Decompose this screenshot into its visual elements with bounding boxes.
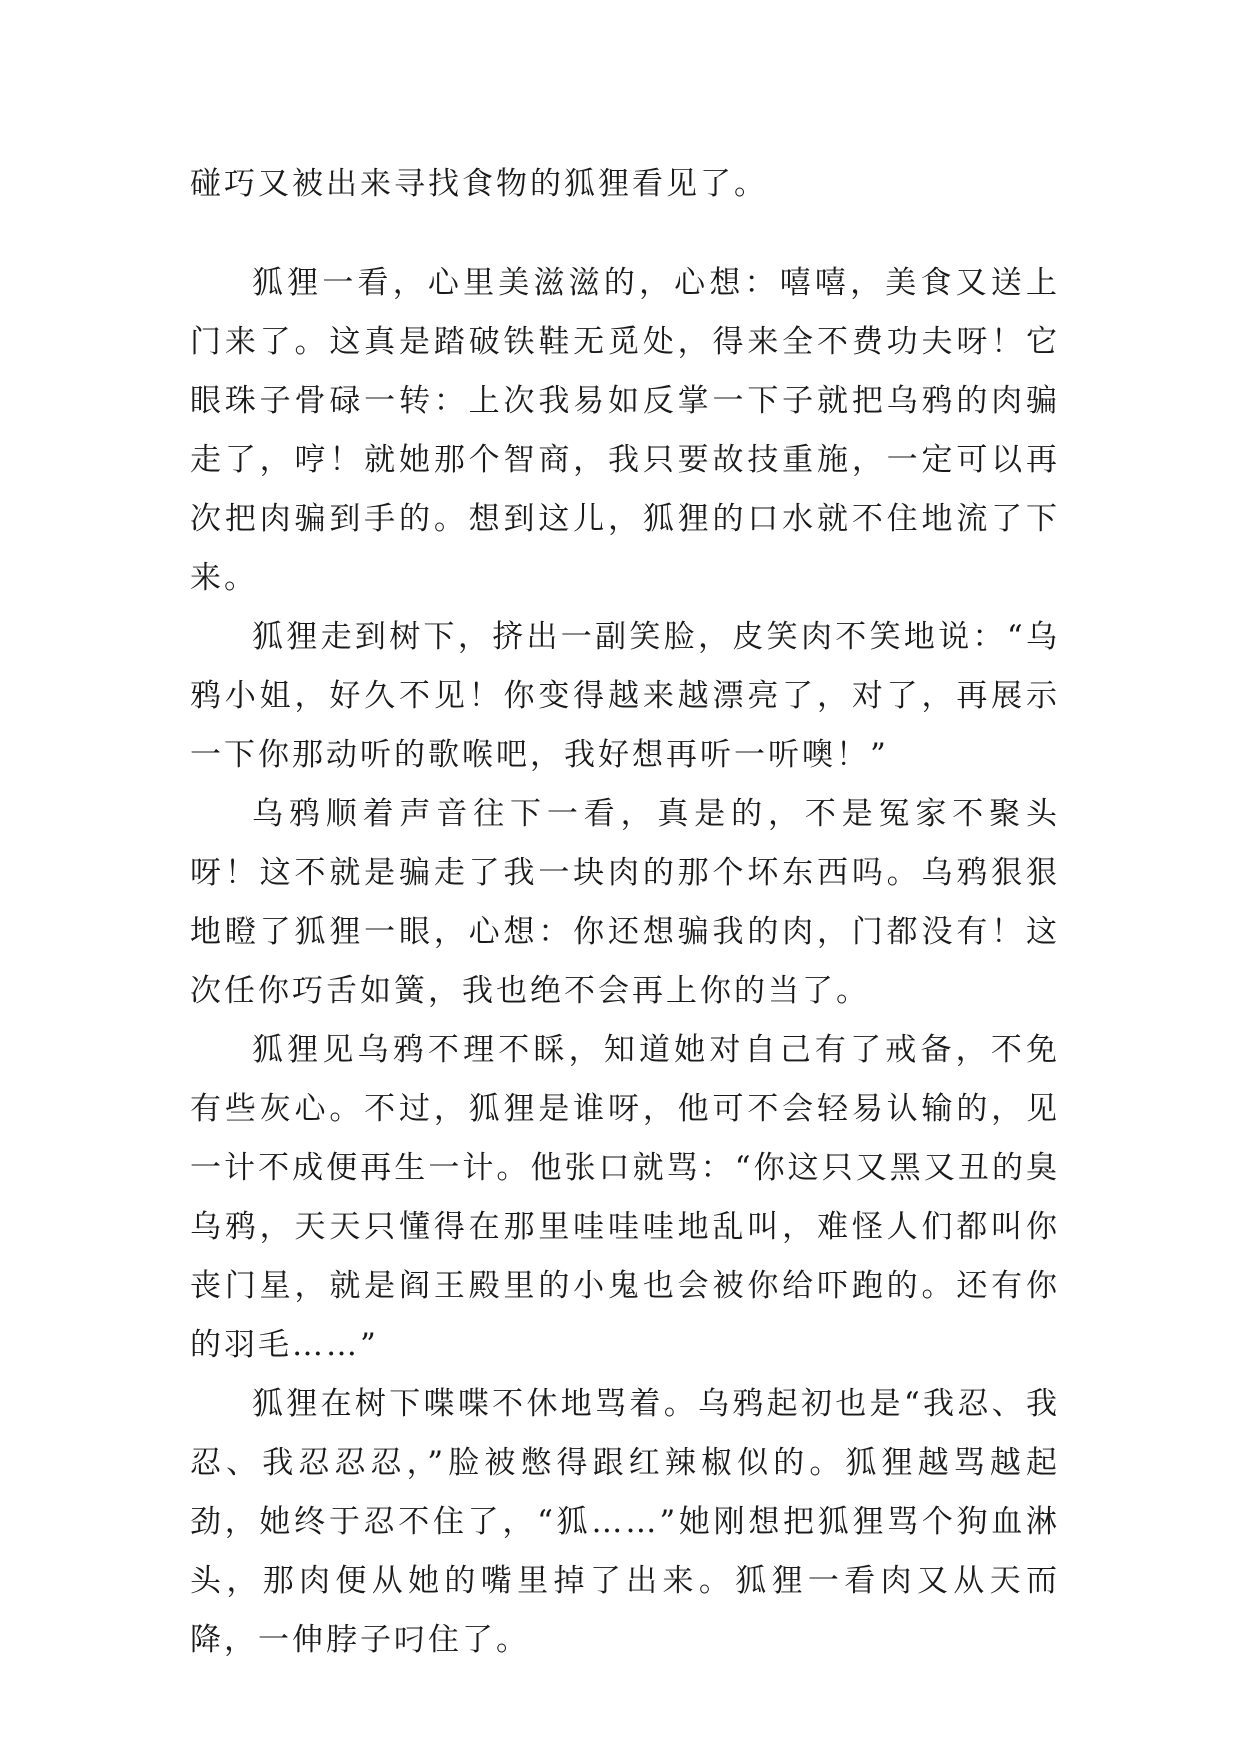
paragraph-4: 乌鸦顺着声音往下一看，真是的，不是冤家不聚头呀！这不就是骗走了我一块肉的那个坏东西吗。乌鸦狠狠地瞪了狐狸一眼，心想：你还想骗我的肉，门都没有！这次任你巧舌如簧，我也绝不会再上你的当了。	[190, 796, 1060, 1009]
paragraph-1: 碰巧又被出来寻找食物的狐狸看见了。	[190, 166, 768, 202]
paragraph-2: 狐狸一看，心里美滋滋的，心想：嘻嘻，美食又送上门来了。这真是踏破铁鞋无觅处，得来全不费功夫呀！它眼珠子骨碌一转：上次我易如反掌一下子就把乌鸦的肉骗走了，哼！就她那个智商，我只要故技重施，一定可以再次把肉骗到手的。想到这儿，狐狸的口水就不住地流了下来。	[190, 265, 1060, 596]
paragraph-3: 狐狸走到树下，挤出一副笑脸，皮笑肉不笑地说：“乌鸦小姐，好久不见！你变得越来越漂亮了，对了，再展示一下你那动听的歌喉吧，我好想再听一听噢！”	[190, 619, 1060, 773]
paragraph-5: 狐狸见乌鸦不理不睬，知道她对自己有了戒备，不免有些灰心。不过，狐狸是谁呀，他可不会轻易认输的，见一计不成便再生一计。他张口就骂：“你这只又黑又丑的臭乌鸦，天天只懂得在那里哇哇哇地乱叫，难怪人们都叫你丧门星，就是阎王殿里的小鬼也会被你给吓跑的。还有你的羽毛……”	[190, 1032, 1060, 1363]
paragraph-6: 狐狸在树下喋喋不休地骂着。乌鸦起初也是“我忍、我忍、我忍忍忍，”脸被憋得跟红辣椒似的。狐狸越骂越起劲，她终于忍不住了，“狐……”她刚想把狐狸骂个狗血淋头，那肉便从她的嘴里掉了出来。狐狸一看肉又从天而降，一伸脖子叼住了。	[190, 1386, 1060, 1658]
story-text	[190, 155, 1060, 1670]
